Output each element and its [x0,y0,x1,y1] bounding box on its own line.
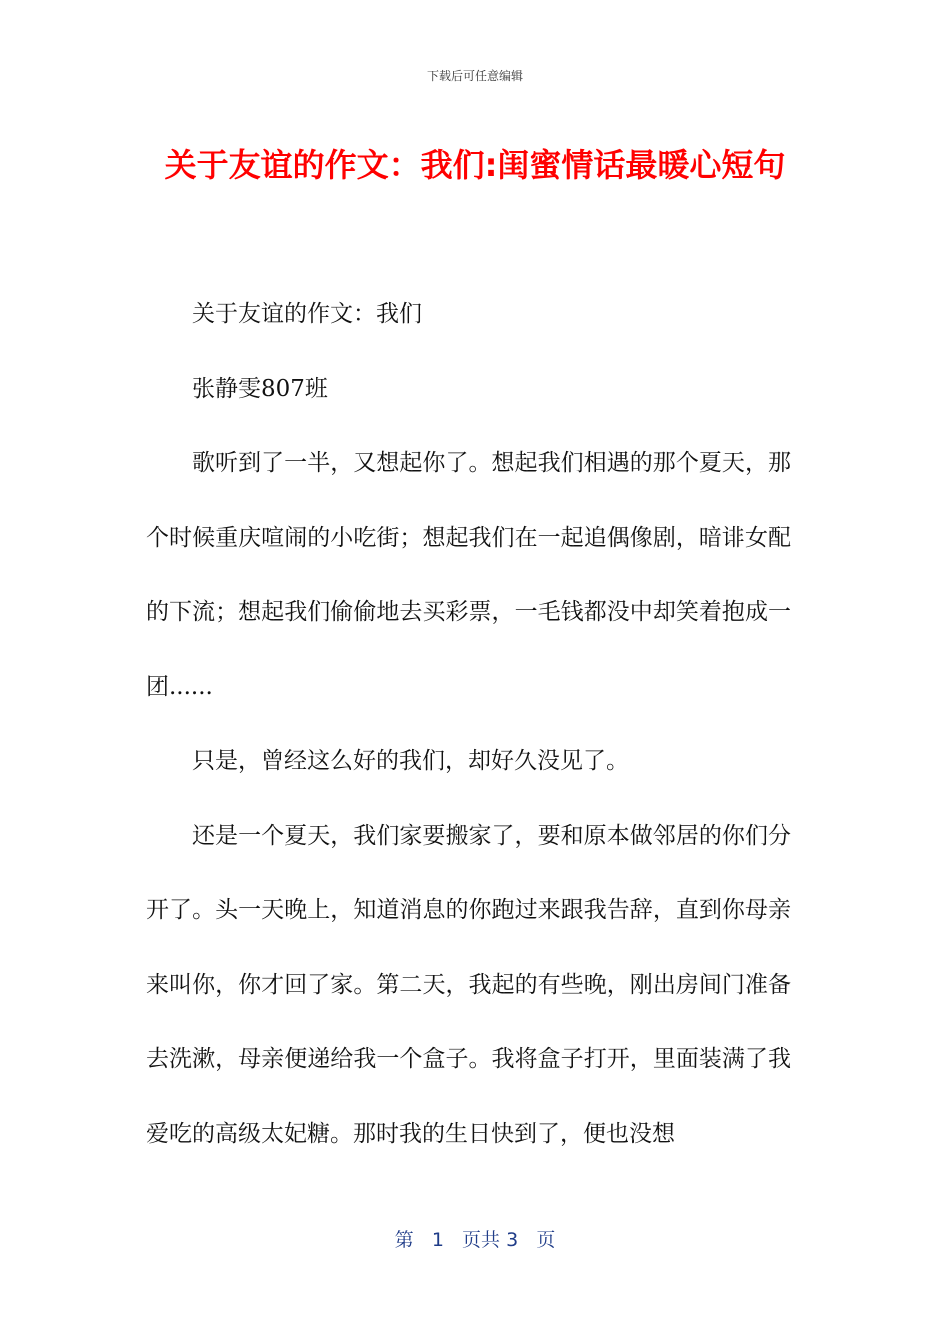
total-pages-number: 3 [506,1229,519,1251]
paragraph-1: 关于友谊的作文：我们 [192,301,422,327]
paragraph-5: 还是一个夏天，我们家要搬家了，要和原本做邻居的你们分开了。头一天晚上，知道消息的你跑过来跟我告辞，直到你母亲来叫你，你才回了家。第二天，我起的有些晚，刚出房间门准备去洗漱，母亲便递给我一个盒子。我将盒子打开，里面装满了我爱吃的高级太妃糖。那时我的生日快到了，便也没想 [146,822,791,1147]
footer-mid: 页共 [462,1229,501,1251]
current-page-number: 1 [431,1229,444,1251]
footer-prefix: 第 [394,1229,414,1251]
footer-suffix: 页 [536,1229,556,1251]
document-title: 关于友谊的作文：我们:闺蜜情话最暖心短句 [164,146,786,184]
header-note: 下载后可任意编辑 [426,69,523,83]
paragraph-3: 歌听到了一半，又想起你了。想起我们相遇的那个夏天，那个时候重庆喧闹的小吃街；想起我们在一起追偶像剧，暗诽女配的下流；想起我们偷偷地去买彩票，一毛钱都没中却笑着抱成一团...... [146,450,791,700]
paragraph-4: 只是，曾经这么好的我们，却好久没见了。 [192,748,629,774]
document-body [146,277,791,1171]
paragraph-2: 张静雯807班 [192,375,328,402]
page-footer [0,1225,950,1252]
